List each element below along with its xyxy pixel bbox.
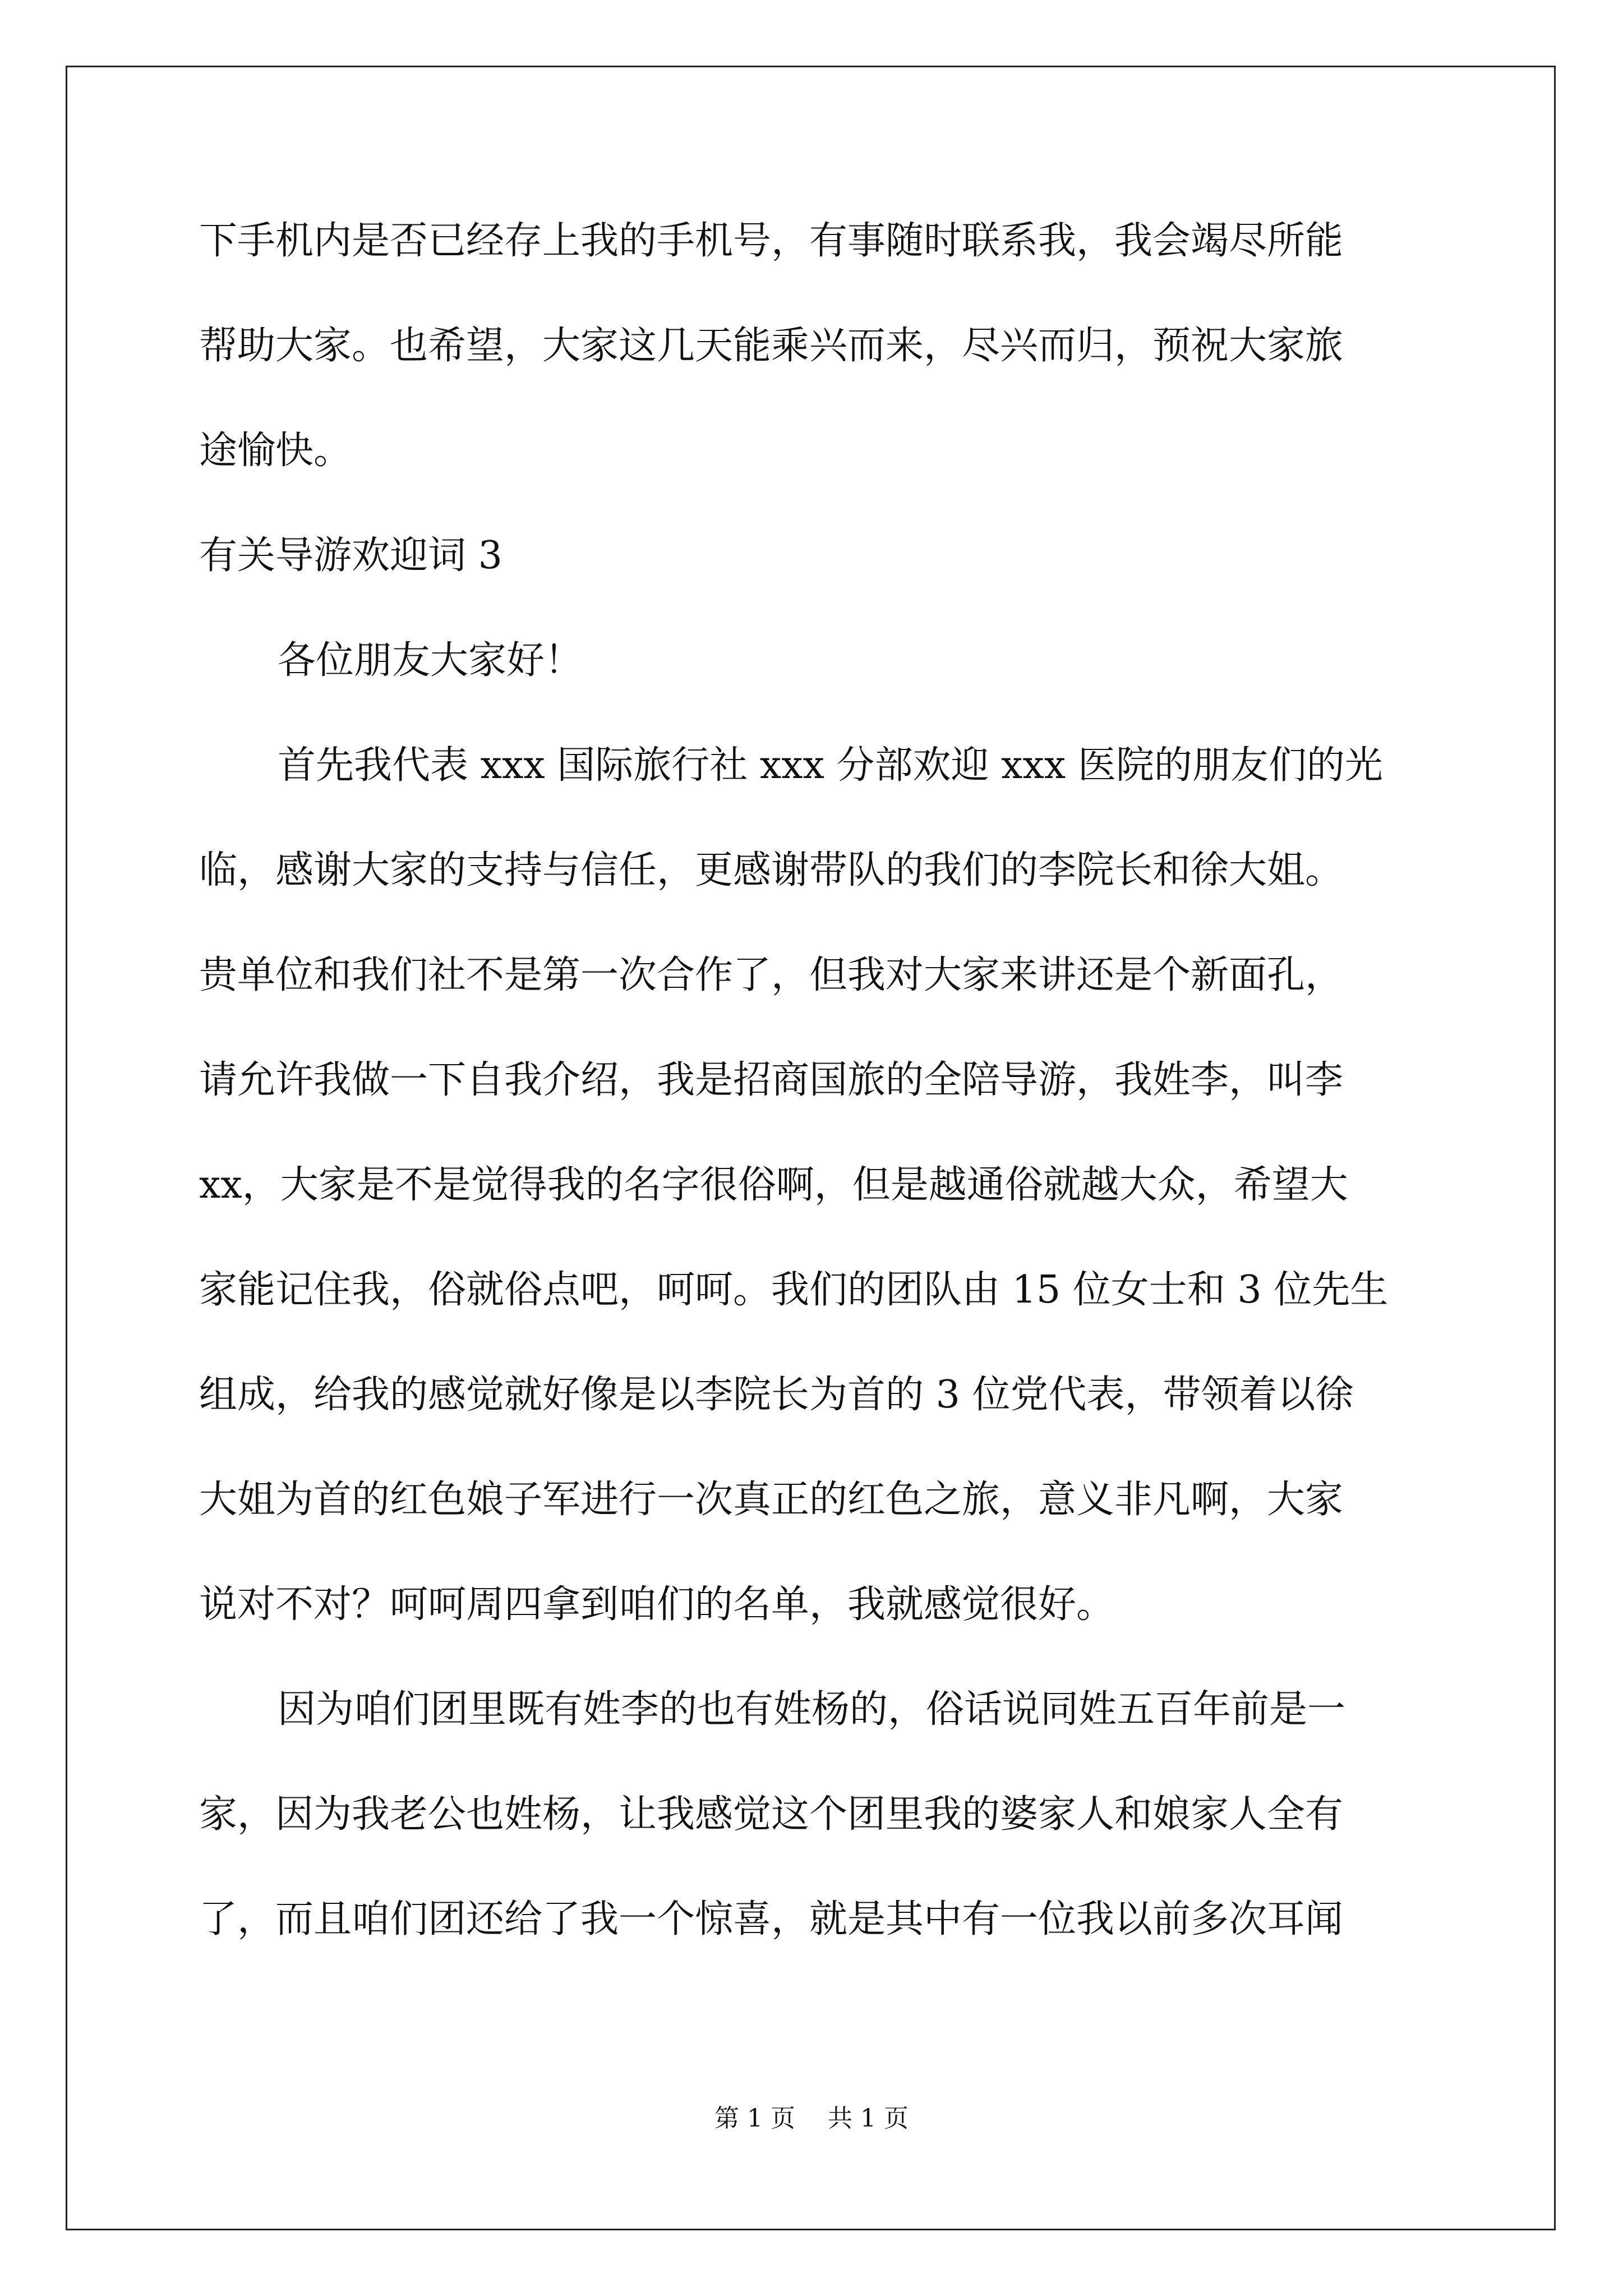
body-line-9: 请允许我做一下自我介绍，我是招商国旅的全陪导游，我姓李，叫李	[199, 1058, 1344, 1102]
body-line-12: 组成，给我的感觉就好像是以李院长为首的 3 位党代表，带领着以徐	[199, 1373, 1354, 1417]
page-number-footer: 第 1 页 共 1 页	[714, 2104, 909, 2133]
body-line-10: xx，大家是不是觉得我的名字很俗啊，但是越通俗就越大众，希望大	[199, 1163, 1348, 1207]
body-line-15: 因为咱们团里既有姓李的也有姓杨的，俗话说同姓五百年前是一	[278, 1687, 1346, 1732]
body-line-17: 了，而且咱们团还给了我一个惊喜，就是其中有一位我以前多次耳闻	[199, 1897, 1344, 1941]
body-line-2: 帮助大家。也希望，大家这几天能乘兴而来，尽兴而归，预祝大家旅	[199, 324, 1344, 368]
body-line-11: 家能记住我，俗就俗点吧，呵呵。我们的团队由 15 位女士和 3 位先生	[199, 1268, 1389, 1312]
body-line-13: 大姐为首的红色娘子军进行一次真正的红色之旅，意义非凡啊，大家	[199, 1478, 1344, 1522]
body-line-6: 首先我代表 xxx 国际旅行社 xxx 分部欢迎 xxx 医院的朋友们的光	[278, 743, 1383, 788]
section-heading: 有关导游欢迎词 3	[199, 533, 502, 578]
body-line-1: 下手机内是否已经存上我的手机号，有事随时联系我，我会竭尽所能	[199, 219, 1344, 263]
body-line-7: 临，感谢大家的支持与信任，更感谢带队的我们的李院长和徐大姐。	[199, 848, 1344, 892]
body-line-8: 贵单位和我们社不是第一次合作了，但我对大家来讲还是个新面孔，	[199, 953, 1344, 997]
body-line-14: 说对不对？呵呵周四拿到咱们的名单，我就感觉很好。	[199, 1582, 1115, 1627]
body-line-3: 途愉快。	[199, 429, 352, 473]
body-line-16: 家，因为我老公也姓杨，让我感觉这个团里我的婆家人和娘家人全有	[199, 1792, 1344, 1837]
greeting-line: 各位朋友大家好！	[278, 638, 583, 683]
